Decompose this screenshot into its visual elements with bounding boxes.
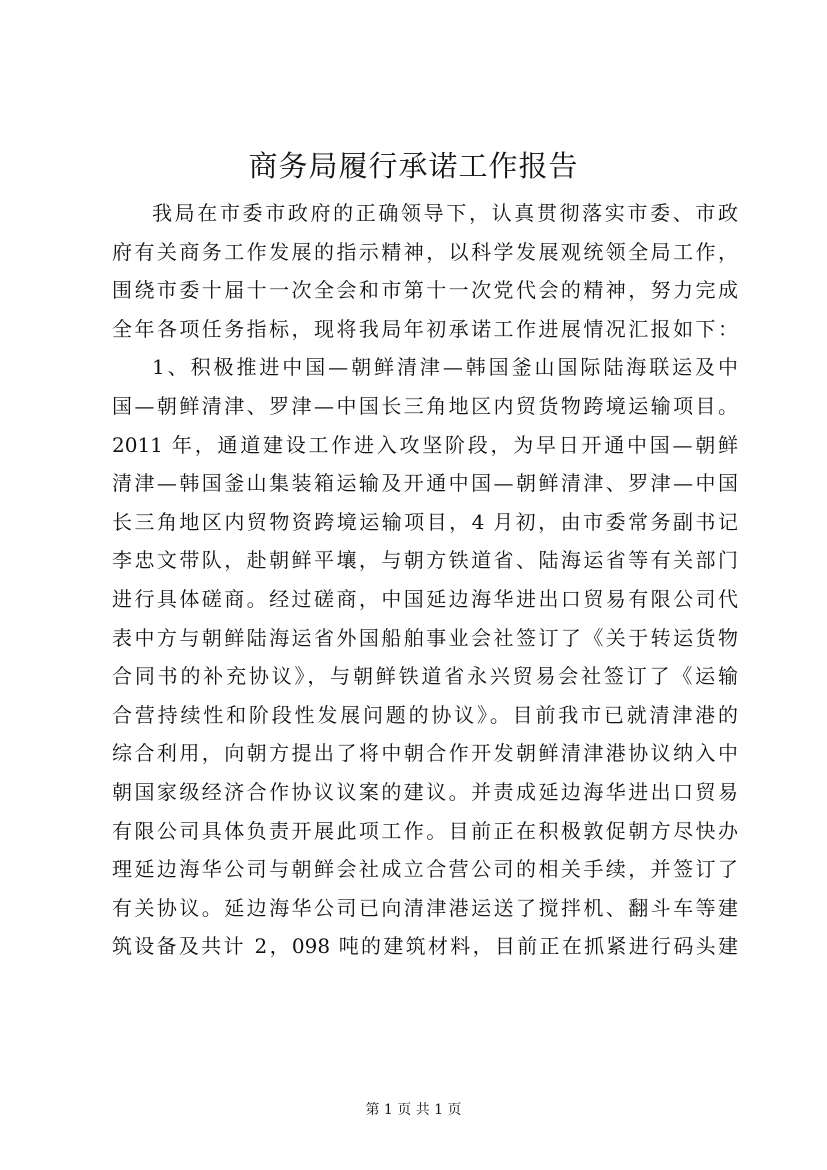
body-line: 府有关商务工作发展的指示精神，以科学发展观统领全局工作， [112,239,738,264]
page-footer: 第 1 页 共 1 页 [365,1102,462,1118]
body-line: 合营持续性和阶段性发展问题的协议》。目前我市已就清津港的 [112,702,738,727]
body-line: 国—朝鲜清津、罗津—中国长三角地区内贸货物跨境运输项目。 [112,393,738,418]
body-line: 全年各项任务指标，现将我局年初承诺工作进展情况汇报如下： [112,316,738,341]
body-line: 理延边海华公司与朝鲜会社成立合营公司的相关手续，并签订了 [112,857,738,882]
body-line: 朝国家级经济合作协议议案的建议。并责成延边海华进出口贸易 [112,779,738,804]
body-line: 筑设备及共计 2，098 吨的建筑材料，目前正在抓紧进行码头建 [112,934,738,959]
body-line: 清津—韩国釜山集装箱运输及开通中国—朝鲜清津、罗津—中国 [112,471,738,496]
document-body [112,194,738,966]
body-line: 进行具体磋商。经过磋商，中国延边海华进出口贸易有限公司代 [112,586,738,611]
body-line: 综合利用，向朝方提出了将中朝合作开发朝鲜清津港协议纳入中 [112,741,738,766]
body-line: 有限公司具体负责开展此项工作。目前正在积极敦促朝方尽快办 [112,818,738,843]
body-line: 1、积极推进中国—朝鲜清津—韩国釜山国际陆海联运及中 [152,355,738,380]
body-line: 表中方与朝鲜陆海运省外国船舶事业会社签订了《关于转运货物 [112,625,738,650]
document-title: 商务局履行承诺工作报告 [248,149,579,183]
body-line: 围绕市委十届十一次全会和市第十一次党代会的精神，努力完成 [112,278,738,303]
body-line: 2011 年，通道建设工作进入攻坚阶段，为早日开通中国—朝鲜 [112,432,738,457]
body-line: 长三角地区内贸物资跨境运输项目，4 月初，由市委常务副书记 [112,509,738,534]
body-line: 我局在市委市政府的正确领导下，认真贯彻落实市委、市政 [152,201,738,225]
body-line: 李忠文带队，赴朝鲜平壤，与朝方铁道省、陆海运省等有关部门 [112,548,738,573]
body-line: 有关协议。延边海华公司已向清津港运送了搅拌机、翻斗车等建 [112,895,738,920]
body-line: 合同书的补充协议》，与朝鲜铁道省永兴贸易会社签订了《运输 [112,664,738,689]
